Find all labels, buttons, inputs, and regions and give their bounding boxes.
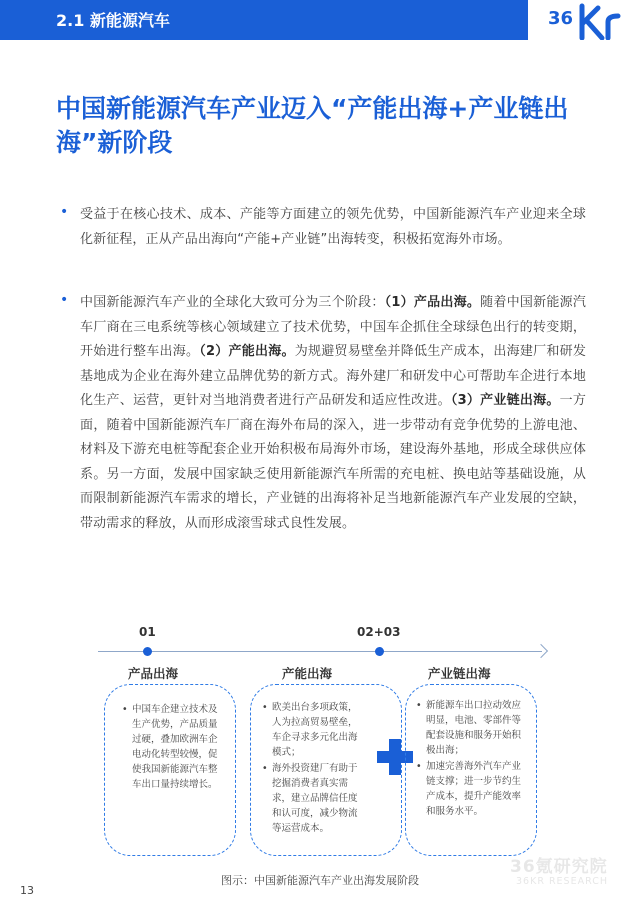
timeline-arrow-icon [534,644,548,658]
stage-3-heading: （3）产业链出海。 [450,393,560,408]
timeline-marker-01: 01 [139,625,156,639]
paragraph-2-intro: 中国新能源汽车产业的全球化大致可分为三个阶段： [80,295,385,310]
stage-2-heading: （2）产能出海。 [199,344,295,359]
stage-3-text: 一方面，随着中国新能源汽车厂商在海外布局的深入，进一步带动有竞争优势的上游电池、材料及下游充电桩等配套企业开始积极布局海外市场，建设海外基地，形成全球供应体系。另一方面，发展中国家缺乏使用新能源汽车所需的充电桩、换电站等基础设施，从而限制新能源汽车需求的增长，产业链的出海将补足当地新能源汽车产业发展的空缺，带动需求的释放，从而形成滚雪球式良性发展。 [80,393,587,531]
list-item: • 海外投资建厂有助于挖掘消费者真实需求，建立品牌信任度和认可度，减少物流等运营成本。 [262,761,366,836]
watermark-en: 36KR RESEARCH [516,876,608,887]
list-item: • 中国车企建立技术及生产优势，产品质量过硬，叠加欧洲车企电动化转型较慢，促使我国新能源汽车整车出口量持续增长。 [122,702,222,792]
timeline-dot [143,647,152,656]
stage-2-list [262,700,366,837]
section-title: 2.1 新能源汽车 [56,11,170,30]
svg-text:36: 36 [548,8,574,29]
paragraph-2 [80,291,586,536]
bullet-icon: • [60,204,69,220]
stage-1-label: 产品出海 [128,666,179,681]
stage-1-heading: （1）产品出海。 [384,295,481,310]
watermark-cn: 36氪研究院 [510,857,608,877]
stage-3-list [416,698,522,820]
stage-2-label: 产能出海 [282,666,333,681]
paragraph-1: 受益于在核心技术、成本、产能等方面建立的领先优势，中国新能源汽车产业迎来全球化新征程，正从产品出海向“产能+产业链”出海转变，积极拓宽海外市场。 [80,207,586,247]
bullet-icon: • [60,292,69,308]
stage-3-label: 产业链出海 [428,666,491,681]
list-item: • 新能源车出口拉动效应明显，电池、零部件等配套设施和服务开始积极出海； [416,698,522,758]
stage-1-text: 随着中国新能源汽车厂商在三电系统等核心领域建立了技术优势，中国车企抓住全球绿色出行的转变期，开始进行整车出海。 [80,295,586,359]
stage-1-list [122,702,222,793]
list-item: • 欧美出台多项政策，人为拉高贸易壁垒，车企寻求多元化出海模式； [262,700,366,760]
36kr-logo-icon [546,2,630,40]
timeline-marker-02-03: 02+03 [357,625,401,639]
page-number: 13 [20,884,34,897]
page-title: 中国新能源汽车产业迈入“产能出海+产业链出海”新阶段 [56,94,569,157]
timeline-axis [98,651,542,652]
figure-caption: 图示：中国新能源汽车产业出海发展阶段 [221,874,419,887]
list-item: • 加速完善海外汽车产业链支撑；进一步节约生产成本，提升产能效率和服务水平。 [416,759,522,819]
stage-2-text: 为规避贸易壁垒并降低生产成本，出海建厂和研发基地成为企业在海外建立品牌优势的新方式。海外建厂和研发中心可帮助车企进行本地化生产、运营，更针对当地消费者进行产品研发和适应性改进。 [80,344,586,408]
timeline-dot [375,647,384,656]
